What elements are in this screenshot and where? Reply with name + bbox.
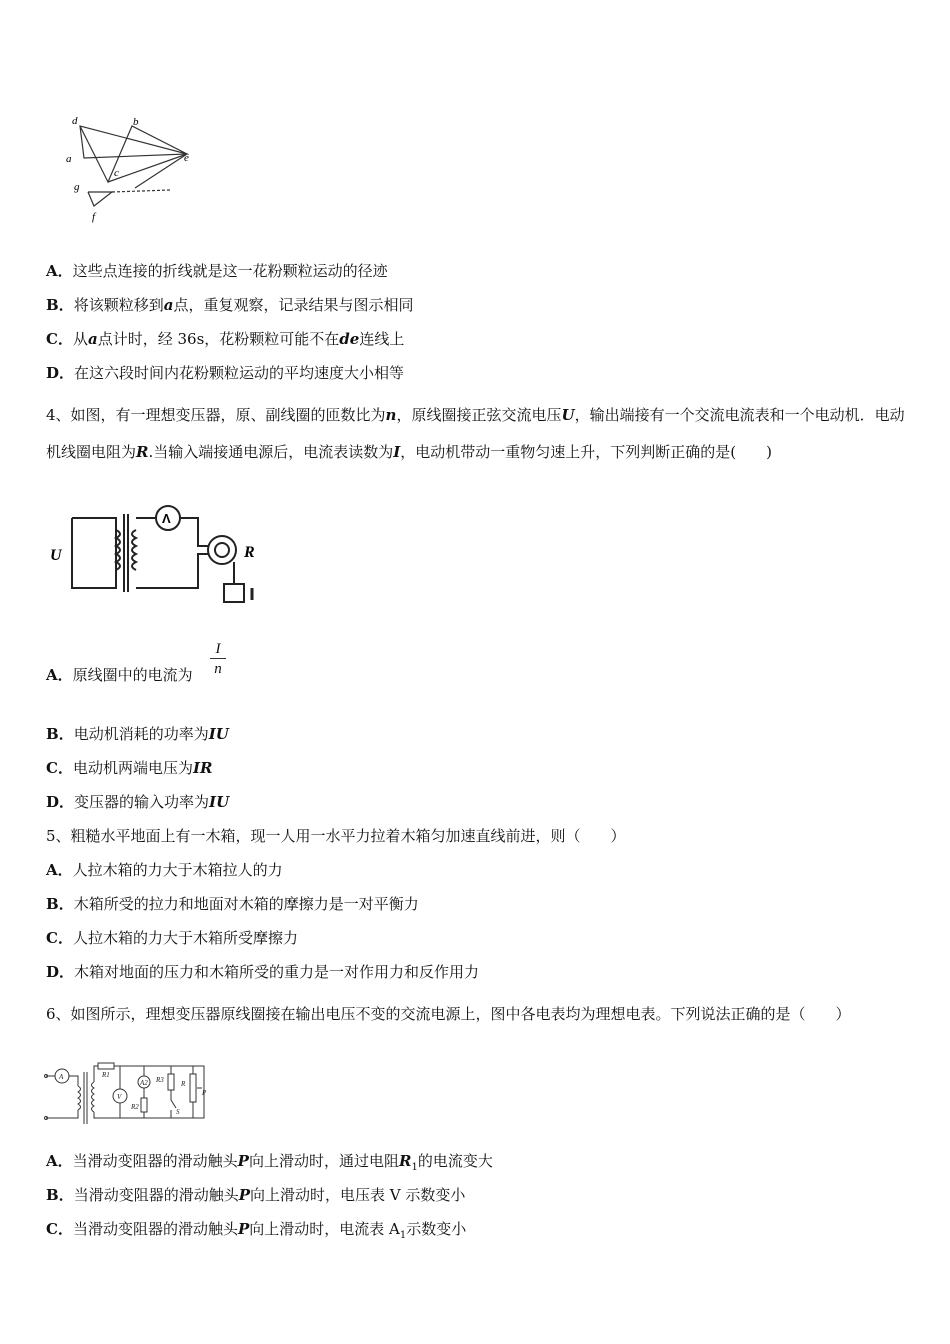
- option-text: 将该颗粒移到: [73, 296, 164, 314]
- q5-option-a[interactable]: A．人拉木箱的力大于木箱拉人的力: [46, 861, 283, 879]
- option-text: 人拉木箱的力大于木箱拉人的力: [72, 861, 283, 879]
- option-text: 向上滑动时，通过电阻: [248, 1152, 399, 1170]
- point-b-label: b: [133, 116, 139, 128]
- voltage-u-label: U: [50, 547, 62, 564]
- q3-option-b[interactable]: B．将该颗粒移到a点，重复观察，记录结果与图示相同: [46, 296, 414, 314]
- resistor-r1-label: R1: [102, 1071, 110, 1079]
- variable-p: P: [237, 1152, 249, 1170]
- option-key: D: [46, 793, 60, 811]
- option-key: C: [46, 759, 58, 777]
- option-key: A: [46, 666, 58, 684]
- option-key: B: [46, 296, 59, 314]
- variable-a: a: [87, 330, 98, 348]
- ammeter-a2-label: A2: [140, 1079, 148, 1087]
- q5-stem: 5、粗糙水平地面上有一木箱，现一人用一水平力拉着木箱匀加速直线前进，则（ ）: [46, 827, 626, 845]
- option-text: 木箱对地面的压力和木箱所受的重力是一对作用力和反作用力: [74, 963, 480, 981]
- brownian-path-figure: [60, 112, 200, 224]
- q5-option-b[interactable]: B．木箱所受的拉力和地面对木箱的摩擦力是一对平衡力: [46, 895, 419, 913]
- expression: IU: [208, 725, 229, 743]
- q6-stem: 6、如图所示，理想变压器原线圈接在输出电压不变的交流电源上，图中各电表均为理想电表。下列说法正确的是（ ）: [46, 1005, 851, 1023]
- q5-option-c[interactable]: C．人拉木箱的力大于木箱所受摩擦力: [46, 929, 298, 947]
- variable-a: a: [163, 296, 174, 314]
- resistor-r2-label: R2: [131, 1103, 139, 1111]
- option-text: 当滑动变阻器的滑动触头: [72, 1220, 238, 1238]
- option-key: A: [46, 262, 58, 280]
- point-e-label: e: [184, 152, 189, 164]
- fraction-i-over-n: [210, 640, 226, 679]
- point-f-label: f: [92, 211, 96, 223]
- option-key: A: [46, 861, 58, 879]
- option-text: 示数变小: [406, 1220, 467, 1238]
- option-text: 木箱所受的拉力和地面对木箱的摩擦力是一对平衡力: [73, 895, 419, 913]
- point-g-label: g: [74, 181, 80, 193]
- option-text: 连线上: [359, 330, 405, 348]
- variable-p: P: [238, 1186, 250, 1204]
- variable-de: de: [339, 330, 360, 348]
- option-text: 从: [72, 330, 88, 348]
- option-text: 电动机两端电压为: [72, 759, 193, 777]
- variable-p: P: [237, 1220, 250, 1238]
- point-c-label: c: [114, 167, 119, 179]
- point-d-label: d: [72, 115, 78, 127]
- option-text: 当滑动变阻器的滑动触头: [73, 1186, 239, 1204]
- q6-option-c[interactable]: C．当滑动变阻器的滑动触头P向上滑动时，电流表 $A_1$示数变小: [46, 1220, 467, 1241]
- svg-text:Λ: Λ: [162, 511, 171, 526]
- q6-option-a[interactable]: A．当滑动变阻器的滑动触头P向上滑动时，通过电阻$R_1$的电流变大: [46, 1152, 493, 1173]
- q4-option-d[interactable]: D．变压器的输入功率为IU: [46, 793, 230, 811]
- option-key: B: [46, 1186, 59, 1204]
- option-text: 电动机消耗的功率为: [73, 725, 209, 743]
- option-key: D: [46, 963, 60, 981]
- option-key: C: [46, 929, 58, 947]
- q3-option-c[interactable]: C．从a点计时，经 36s，花粉颗粒可能不在de连线上: [46, 330, 405, 348]
- q5-option-d[interactable]: D．木箱对地面的压力和木箱所受的重力是一对作用力和反作用力: [46, 963, 480, 981]
- transformer-circuit-figure: [44, 1062, 216, 1128]
- option-text: 的电流变大: [417, 1152, 493, 1170]
- variable-r: R: [398, 1152, 412, 1170]
- ammeter-a1-label: A: [59, 1073, 64, 1081]
- expression: IR: [192, 759, 213, 777]
- option-text: 向上滑动时，电流表 A: [249, 1220, 400, 1238]
- fraction-denominator: n: [214, 661, 222, 677]
- option-key: C: [46, 330, 58, 348]
- slider-p-label: P: [202, 1089, 207, 1097]
- point-a-label: a: [66, 153, 72, 165]
- subscript: 1: [411, 1162, 418, 1173]
- option-key: D: [46, 364, 60, 382]
- q3-option-a[interactable]: A．这些点连接的折线就是这一花粉颗粒运动的径迹: [46, 262, 388, 280]
- q4-option-b[interactable]: B．电动机消耗的功率为IU: [46, 725, 229, 743]
- rheostat-r-label: R: [181, 1080, 186, 1088]
- transformer-motor-figure: [46, 500, 276, 612]
- q4-stem: 4、如图，有一理想变压器，原、副线圈的匝数比为n，原线圈接正弦交流电压U，输出端接有一个交流电流表和一个电动机．电动机线圈电阻为R.当输入端接通电源后，电流表读数为I，电动机带动一重物匀速上升，下列判断正确的是( ): [46, 406, 905, 461]
- option-text: 点计时，经 36s，花粉颗粒可能不在: [97, 330, 340, 348]
- option-key: A: [46, 1152, 58, 1170]
- subscript: 1: [399, 1230, 407, 1241]
- option-text: 当滑动变阻器的滑动触头: [72, 1152, 238, 1170]
- option-text: 点，重复观察，记录结果与图示相同: [173, 296, 414, 314]
- option-text: 向上滑动时，电压表 V 示数变小: [250, 1186, 466, 1204]
- resistance-r-label: R: [244, 544, 255, 561]
- option-key: B: [46, 725, 59, 743]
- fraction-numerator: I: [210, 640, 226, 659]
- option-key: C: [46, 1220, 58, 1238]
- option-text: 在这六段时间内花粉颗粒运动的平均速度大小相等: [74, 364, 405, 382]
- q3-option-d[interactable]: D．在这六段时间内花粉颗粒运动的平均速度大小相等: [46, 364, 405, 382]
- expression: IU: [209, 793, 230, 811]
- option-text: 变压器的输入功率为: [74, 793, 210, 811]
- voltmeter-label: V: [117, 1093, 122, 1101]
- option-text: 原线圈中的电流为: [72, 666, 193, 684]
- option-text: 这些点连接的折线就是这一花粉颗粒运动的径迹: [72, 262, 388, 280]
- q4-option-c[interactable]: C．电动机两端电压为IR: [46, 759, 213, 777]
- q6-option-b[interactable]: B．当滑动变阻器的滑动触头P向上滑动时，电压表 V 示数变小: [46, 1186, 466, 1204]
- q4-option-a[interactable]: A．原线圈中的电流为: [46, 666, 193, 684]
- switch-s-label: S: [176, 1108, 180, 1116]
- option-text: 人拉木箱的力大于木箱所受摩擦力: [72, 929, 298, 947]
- option-key: B: [46, 895, 59, 913]
- resistor-r3-label: R3: [156, 1076, 164, 1084]
